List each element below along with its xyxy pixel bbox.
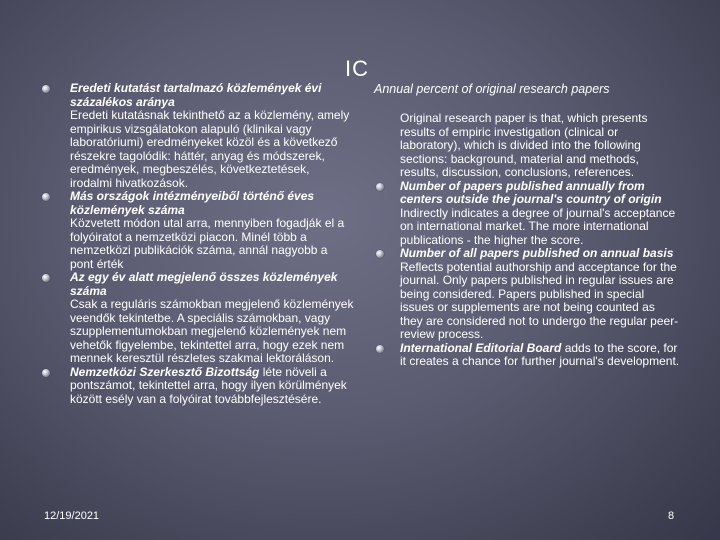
left-item-title: Eredeti kutatást tartalmazó közlemények évi százalékos aránya xyxy=(70,81,322,109)
left-item-body-inline xyxy=(70,366,354,407)
right-item-body: Reflects potential authorship and acceptance for the journal. Only papers published in regular issues are being considered. Papers published in special issues or supplements are not being counted as they are considered not to undergo the regular peer-review process. xyxy=(400,259,679,341)
right-item-foreign-papers xyxy=(380,180,680,248)
left-item-foreign-papers xyxy=(42,190,354,271)
right-item-total-papers xyxy=(380,247,680,342)
bullet-icon xyxy=(376,183,384,191)
right-item-title: Number of all papers published on annual basis xyxy=(400,246,674,260)
footer-date: 12/19/2021 xyxy=(44,510,100,522)
left-item-body: léte növeli a pontszámot, tekintettel arra, hogy ilyen körülmények között esély van a folyóirat továbbfejlesztésére. xyxy=(70,364,347,406)
right-item-body: adds to the score, for it creates a chance for further journal's development. xyxy=(400,340,680,368)
bullet-icon xyxy=(42,369,50,377)
right-column-heading: Annual percent of original research papers xyxy=(374,82,610,96)
left-item-title: Más országok intézményeiből történő éves közlemények száma xyxy=(70,189,315,217)
right-column xyxy=(380,112,680,369)
left-item-editorial-board xyxy=(42,366,354,407)
left-column xyxy=(42,82,354,406)
bullet-icon xyxy=(42,274,50,282)
right-item-body: Indirectly indicates a degree of journal's acceptance on international market. The more international publications - the higher the score. xyxy=(400,205,676,247)
right-item-body-inline xyxy=(400,342,680,369)
left-item-body: Közvetett módon utal arra, mennyiben fogadják el a folyóiratot a nemzetközi piacon. Minél több a nemzetközi publikációk száma, annál nagyobb a pont érték xyxy=(70,216,345,271)
right-item-title: International Editorial Board xyxy=(400,340,562,355)
bullet-icon xyxy=(376,250,384,258)
page-number: 8 xyxy=(668,510,675,522)
left-item-total-papers xyxy=(42,271,354,366)
bullet-icon xyxy=(42,193,50,201)
left-item-title: Nemzetközi Szerkesztő Bizottság xyxy=(70,364,260,379)
bullet-icon xyxy=(376,345,384,353)
left-item-original-research xyxy=(42,82,354,190)
bullet-icon xyxy=(42,85,50,93)
left-item-body: Csak a reguláris számokban megjelenő közlemények veendők tekintetbe. A speciális számokban, vagy szupplementumokban megjelenő közlemények nem vehetők figyelembe, tekintettel arra, hogy ezek nem mennek keresztül részletes szakmai lektoráláson. xyxy=(70,297,354,365)
left-item-body: Eredeti kutatásnak tekinthető az a közlemény, amely empirikus vizsgálatokon alapuló (klinikai vagy laboratóriumi) eredményeket közöl és a következő részekre tagolódik: háttér, anyag és módszerek, eredmények, megbeszélés, következtetések, irodalmi hivatkozások. xyxy=(70,108,350,190)
slide-title: IC xyxy=(345,56,369,81)
right-item-title: Number of papers published annually from centers outside the journal's country of origin xyxy=(400,178,662,206)
left-item-title: Az egy év alatt megjelenő összes közlemények száma xyxy=(70,270,338,298)
right-intro: Original research paper is that, which presents results of empiric investigation (clinical or laboratory), which is divided into the following sections: background, material and methods, results, discussion, conclusions, references. xyxy=(400,111,648,179)
right-item-editorial-board xyxy=(380,342,680,369)
